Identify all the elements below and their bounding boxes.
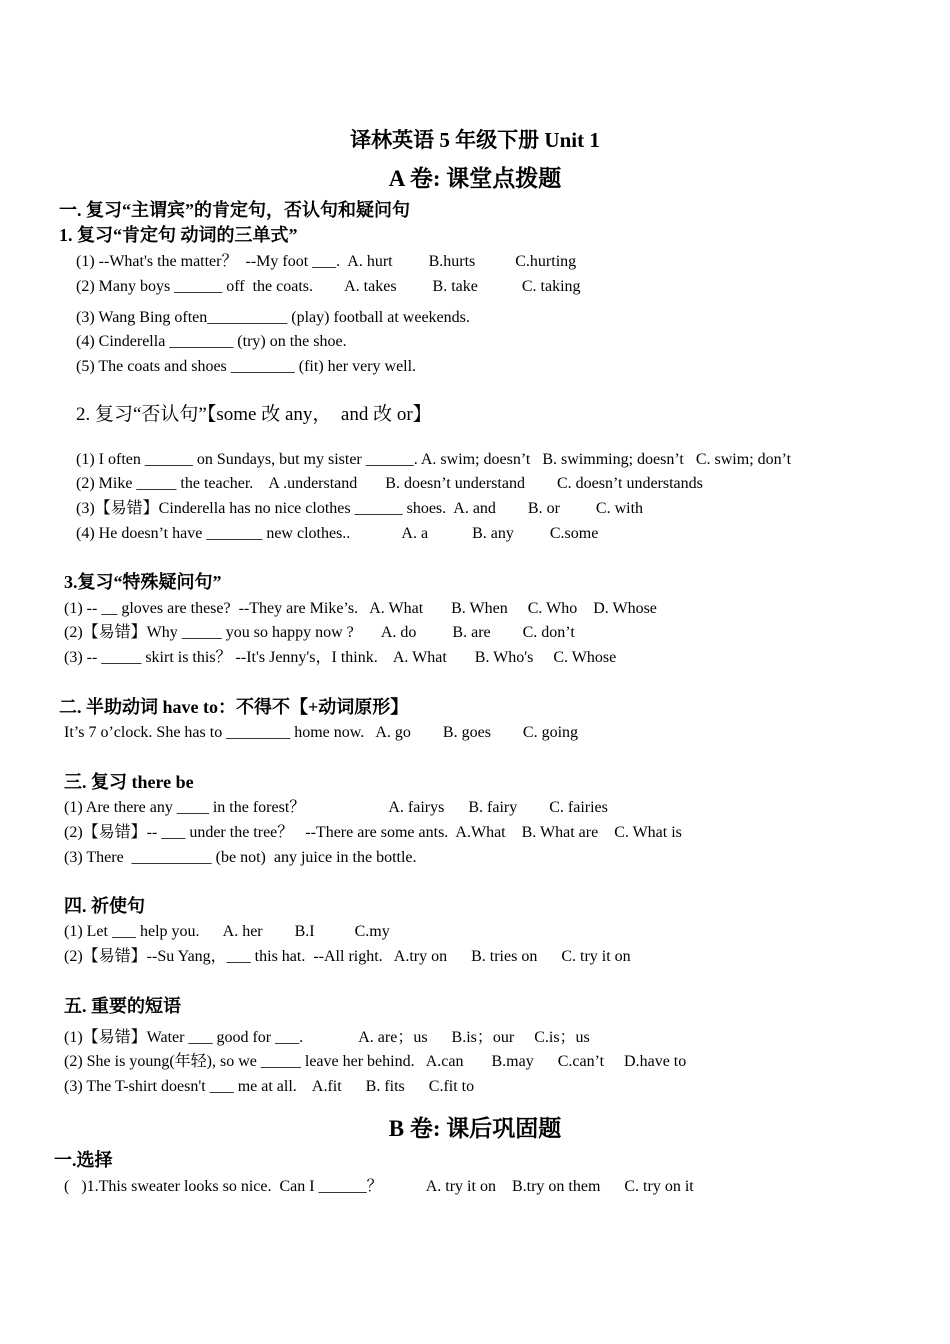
subsection-2-heading: 2. 复习“否认句”【some 改 any， and 改 or】	[76, 404, 432, 425]
section-2-question-1: It’s 7 o’clock. She has to ________ home now. A. go B. goes C. going	[64, 724, 579, 741]
question-3-1: (1) -- __ gloves are these? --They are Mike’s. A. What B. When C. Who D. Whose	[64, 600, 657, 617]
question-1-5: (5) The coats and shoes ________ (fit) her very well.	[76, 358, 417, 375]
section-4-heading: 四. 祈使句	[64, 896, 145, 916]
question-1-3: (3) Wang Bing often__________ (play) football at weekends.	[76, 309, 470, 326]
question-2-2: (2) Mike _____ the teacher. A .understand B. doesn’t understand C. doesn’t understands	[76, 475, 703, 492]
document-title: 译林英语 5 年级下册 Unit 1	[350, 128, 600, 152]
section-2-heading: 二. 半助动词 have to：不得不【+动词原形】	[59, 697, 409, 717]
section-1-heading: 一. 复习“主谓宾”的肯定句，否认句和疑问句	[59, 200, 410, 220]
section-4-question-1: (1) Let ___ help you. A. her B.I C.my	[64, 923, 390, 940]
question-1-4: (4) Cinderella ________ (try) on the shoe.	[76, 333, 347, 350]
section-5-question-3: (3) The T-shirt doesn't ___ me at all. A.fit B. fits C.fit to	[64, 1078, 475, 1095]
section-3-question-3: (3) There __________ (be not) any juice in the bottle.	[64, 849, 417, 866]
section-5-question-1: (1)【易错】Water ___ good for ___. A. are；us B.is；our C.is；us	[64, 1029, 590, 1046]
question-1-2: (2) Many boys ______ off the coats. A. takes B. take C. taking	[76, 278, 581, 295]
section-3-heading: 三. 复习 there be	[64, 772, 194, 792]
section-3-question-2: (2)【易错】-- ___ under the tree？ --There are some ants. A.What B. What are C. What is	[64, 824, 682, 841]
subsection-1-heading: 1. 复习“肯定句 动词的三单式”	[59, 225, 298, 245]
section-4-question-2: (2)【易错】--Su Yang，___ this hat. --All right. A.try on B. tries on C. try it on	[64, 948, 631, 965]
part-b-question-1: ( )1.This sweater looks so nice. Can I ______？ A. try it on B.try on them C. try on it	[64, 1178, 694, 1195]
section-3-question-1: (1) Are there any ____ in the forest？ A. fairys B. fairy C. fairies	[64, 799, 608, 816]
question-3-2: (2)【易错】Why _____ you so happy now ? A. do B. are C. don’t	[64, 624, 575, 641]
part-b-title: B 卷: 课后巩固题	[388, 1116, 562, 1141]
question-2-3: (3)【易错】Cinderella has no nice clothes ______ shoes. A. and B. or C. with	[76, 500, 644, 517]
part-a-title: A 卷: 课堂点拨题	[388, 166, 562, 191]
section-5-heading: 五. 重要的短语	[64, 996, 181, 1016]
question-1-1: (1) --What's the matter？ --My foot ___. A. hurt B.hurts C.hurting	[76, 253, 577, 270]
section-5-question-2: (2) She is young(年轻), so we _____ leave her behind. A.can B.may C.can’t D.have to	[64, 1053, 687, 1070]
part-b-heading: 一.选择	[54, 1150, 113, 1170]
subsection-3-heading: 3.复习“特殊疑问句”	[64, 572, 222, 592]
question-2-1: (1) I often ______ on Sundays, but my sister ______. A. swim; doesn’t B. swimming; doesn’t C. swim; don’t	[76, 451, 792, 468]
question-3-3: (3) -- _____ skirt is this？ --It's Jenny's，I think. A. What B. Who's C. Whose	[64, 649, 617, 666]
question-2-4: (4) He doesn’t have _______ new clothes.. A. a B. any C.some	[76, 525, 599, 542]
